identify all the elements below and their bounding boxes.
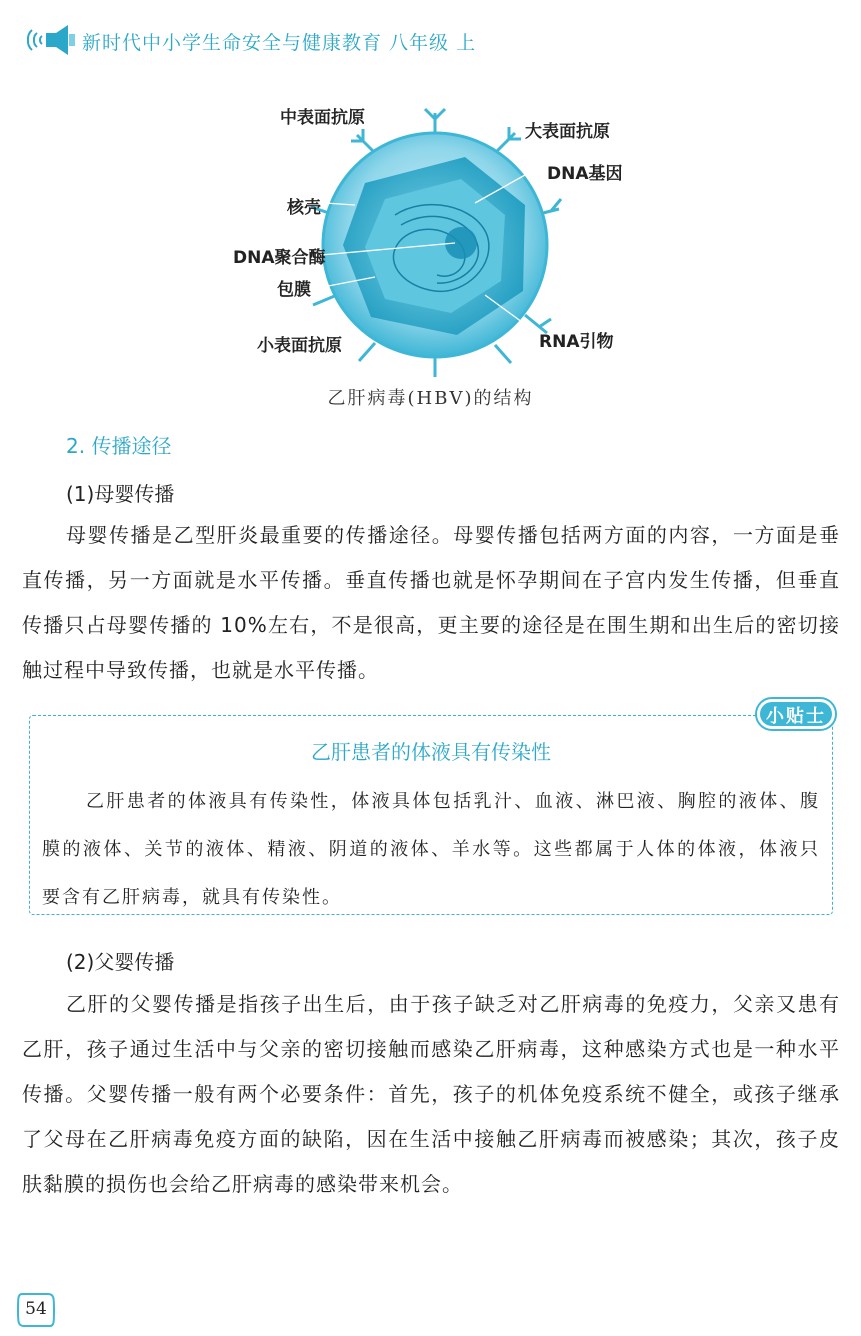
paragraph-mother-infant: 母婴传播是乙型肝炎最重要的传播途径。母婴传播包括两方面的内容，一方面是垂直传播，另一方面就是水平传播。垂直传播也就是怀孕期间在子宫内发生传播，但垂直传播只占母婴传播的 10%左右，不是很高，更主要的途径是在围生期和出生后的密切接触过程中导致传播，也就是水平传播。 xyxy=(22,523,840,682)
page-header xyxy=(22,22,842,58)
page-number-badge xyxy=(16,1290,56,1330)
subsection-mother-infant: (1)母婴传播 xyxy=(66,482,175,506)
page-number: 54 xyxy=(25,1299,47,1319)
label-rna-primer: RNA引物 xyxy=(539,332,614,352)
label-dna-gene: DNA基因 xyxy=(547,164,623,184)
label-envelope: 包膜 xyxy=(277,280,311,300)
section-title: 2. 传播途径 xyxy=(66,434,172,458)
figure-caption: 乙肝病毒(HBV)的结构 xyxy=(327,388,534,409)
header-title: 新时代中小学生命安全与健康教育 八年级 上 xyxy=(82,32,477,54)
hbv-structure-figure xyxy=(225,95,635,385)
label-small-surface-antigen: 小表面抗原 xyxy=(257,336,342,356)
tip-badge-label: 小贴士 xyxy=(766,706,826,727)
label-middle-surface-antigen: 中表面抗原 xyxy=(280,108,365,128)
label-large-surface-antigen: 大表面抗原 xyxy=(525,122,610,142)
label-dna-polymerase: DNA聚合酶 xyxy=(233,248,326,268)
subsection-father-infant: (2)父婴传播 xyxy=(66,950,175,974)
tip-badge xyxy=(754,694,838,738)
label-capsid: 核壳 xyxy=(287,198,321,218)
tip-title: 乙肝患者的体液具有传染性 xyxy=(311,740,551,764)
tip-box xyxy=(29,706,833,915)
paragraph-father-infant: 乙肝的父婴传播是指孩子出生后，由于孩子缺乏对乙肝病毒的免疫力，父亲又患有乙肝，孩子通过生活中与父亲的密切接触而感染乙肝病毒，这种感染方式也是一种水平传播。父婴传播一般有两个必要条件：首先，孩子的机体免疫系统不健全，或孩子继承了父母在乙肝病毒免疫方面的缺陷，因在生活中接触乙肝病毒而被感染；其次，孩子皮肤黏膜的损伤也会给乙肝病毒的感染带来机会。 xyxy=(22,992,840,1196)
tip-text: 乙肝患者的体液具有传染性，体液具体包括乳汁、血液、淋巴液、胸腔的液体、腹膜的液体、关节的液体、精液、阴道的液体、羊水等。这些都属于人体的体液，体液只要含有乙肝病毒，就具有传染性。 xyxy=(42,791,820,908)
speaker-icon xyxy=(22,22,78,58)
